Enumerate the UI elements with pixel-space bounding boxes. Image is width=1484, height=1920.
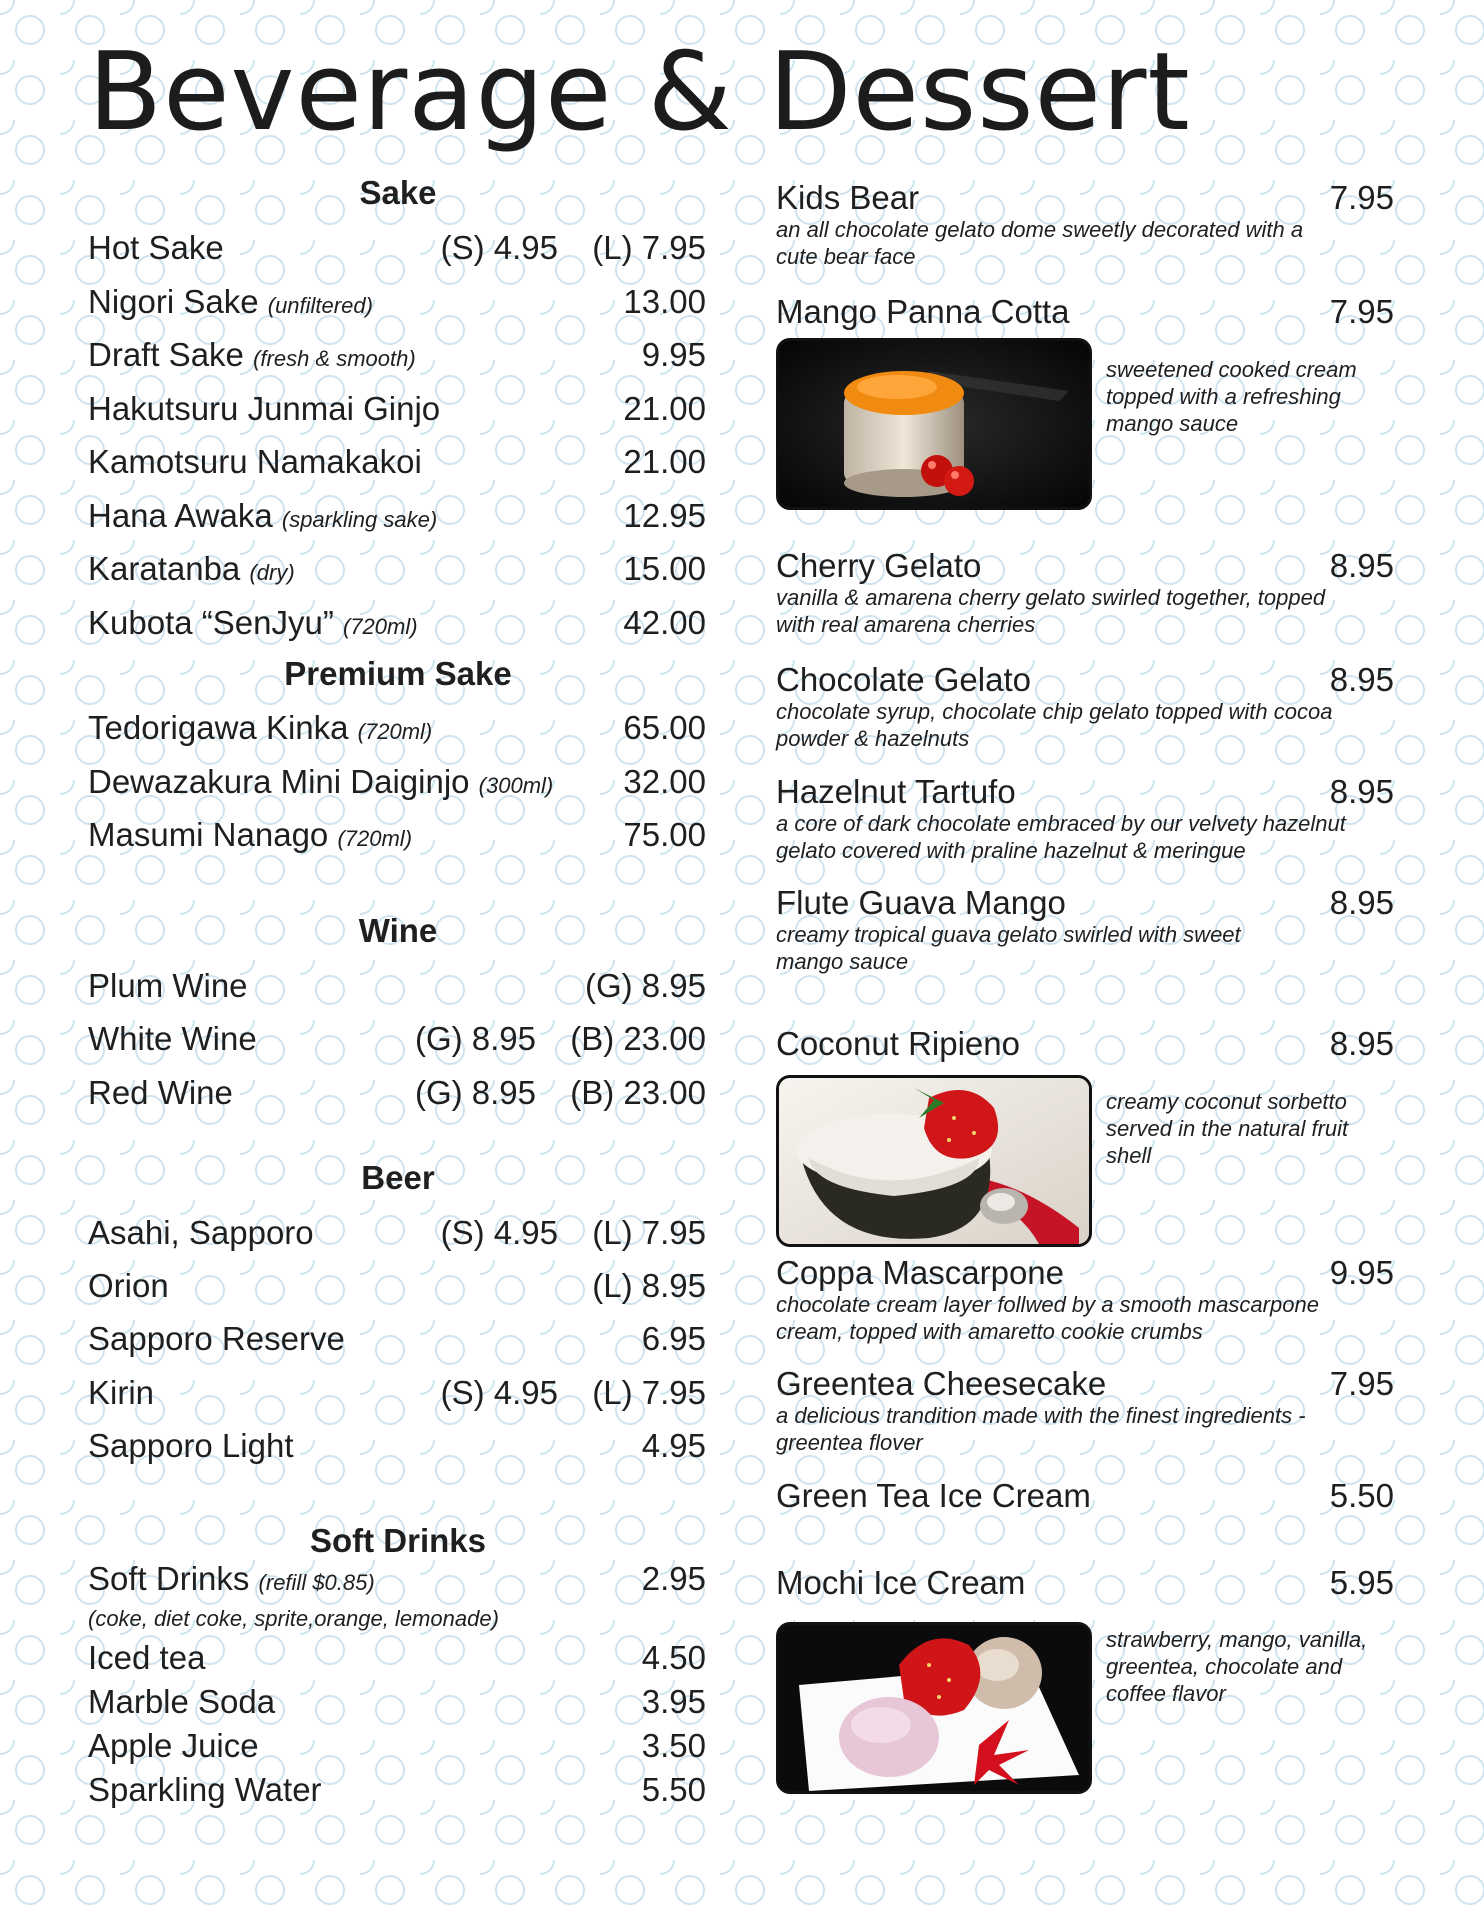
price-large: (L) 7.95 bbox=[592, 1214, 706, 1251]
coconut-ripieno-photo bbox=[776, 1075, 1092, 1247]
dessert-price: 8.95 bbox=[1329, 661, 1394, 698]
item-name: Masumi Nanago bbox=[88, 816, 329, 853]
dessert-name: Mango Panna Cotta bbox=[776, 293, 1070, 330]
price: 5.50 bbox=[641, 1771, 706, 1808]
price: 32.00 bbox=[623, 763, 706, 800]
dessert-price: 7.95 bbox=[1329, 1365, 1394, 1402]
item-note: (sparkling sake) bbox=[281, 507, 438, 532]
sake-heading: Sake bbox=[359, 174, 437, 211]
menu-row bbox=[88, 1264, 706, 1308]
item-name: Sapporo Reserve bbox=[88, 1320, 345, 1357]
price-small: (S) 4.95 bbox=[440, 1214, 558, 1251]
menu-row bbox=[88, 226, 706, 270]
price-small: (S) 4.95 bbox=[440, 1374, 558, 1411]
menu-row bbox=[88, 1017, 706, 1061]
price: 65.00 bbox=[623, 709, 706, 746]
menu-row bbox=[88, 964, 706, 1008]
menu-row bbox=[88, 813, 706, 857]
dessert-description: creamy tropical guava gelato swirled with sweet mango sauce bbox=[776, 922, 1241, 974]
dessert-name: Green Tea Ice Cream bbox=[776, 1477, 1091, 1514]
mochi-ice-cream-photo bbox=[776, 1622, 1092, 1794]
item-note: (720ml) bbox=[337, 826, 413, 851]
item-name: Kubota “SenJyu” bbox=[88, 604, 334, 641]
price: 12.95 bbox=[623, 497, 706, 534]
dessert-description: chocolate cream layer follwed by a smooth mascarpone cream, topped with amaretto cookie crumbs bbox=[776, 1292, 1319, 1344]
dessert-description: vanilla & amarena cherry gelato swirled together, topped with real amarena cherries bbox=[776, 585, 1326, 637]
item-note: (720ml) bbox=[342, 614, 418, 639]
dessert-price: 8.95 bbox=[1329, 1025, 1394, 1062]
dessert-description: creamy coconut sorbetto served in the natural fruit shell bbox=[1106, 1089, 1349, 1168]
dessert-name: Hazelnut Tartufo bbox=[776, 773, 1016, 810]
menu-row bbox=[88, 601, 706, 645]
menu-row bbox=[88, 1071, 706, 1115]
item-note: (refill $0.85) bbox=[258, 1570, 375, 1595]
dessert-name: Coppa Mascarpone bbox=[776, 1254, 1065, 1291]
dessert-description: sweetened cooked cream topped with a refreshing mango sauce bbox=[1106, 357, 1357, 436]
item-name: Hakutsuru Junmai Ginjo bbox=[88, 390, 441, 427]
price-glass: (G) 8.95 bbox=[414, 1074, 536, 1111]
item-name: Iced tea bbox=[88, 1639, 206, 1676]
dessert-item bbox=[776, 178, 1394, 274]
wine-heading: Wine bbox=[358, 912, 438, 949]
dessert-name: Coconut Ripieno bbox=[776, 1025, 1020, 1062]
item-name: Red Wine bbox=[88, 1074, 233, 1111]
dessert-description: an all chocolate gelato dome sweetly decorated with a cute bear face bbox=[776, 217, 1304, 269]
dessert-description: a core of dark chocolate embraced by our velvety hazelnut gelato covered with praline hazelnut & meringue bbox=[776, 811, 1346, 863]
price: 4.50 bbox=[641, 1639, 706, 1676]
dessert-item bbox=[776, 1253, 1394, 1349]
price-bottle: (B) 23.00 bbox=[570, 1020, 706, 1057]
price: 6.95 bbox=[641, 1320, 706, 1357]
beer-heading: Beer bbox=[361, 1159, 435, 1196]
item-name: Hot Sake bbox=[88, 229, 224, 266]
menu-row bbox=[88, 547, 706, 591]
menu-row bbox=[88, 333, 706, 377]
menu-row bbox=[88, 494, 706, 538]
dessert-item bbox=[776, 1563, 1394, 1603]
dessert-name: Mochi Ice Cream bbox=[776, 1564, 1026, 1601]
mango-panna-cotta-photo bbox=[776, 338, 1092, 510]
dessert-price: 9.95 bbox=[1329, 1254, 1394, 1291]
dessert-item bbox=[776, 1024, 1394, 1064]
menu-row bbox=[88, 760, 706, 804]
dessert-name: Kids Bear bbox=[776, 179, 920, 216]
premium-sake-heading: Premium Sake bbox=[284, 655, 512, 692]
soft-drinks-heading: Soft Drinks bbox=[309, 1522, 487, 1559]
item-name: Sapporo Light bbox=[88, 1427, 294, 1464]
price: 21.00 bbox=[623, 443, 706, 480]
dessert-item bbox=[776, 1476, 1394, 1516]
menu-row bbox=[88, 1724, 706, 1768]
item-name: Kamotsuru Namakakoi bbox=[88, 443, 422, 480]
dessert-name: Flute Guava Mango bbox=[776, 884, 1066, 921]
price-bottle: (B) 23.00 bbox=[570, 1074, 706, 1111]
item-name: Sparkling Water bbox=[88, 1771, 322, 1808]
dessert-name: Greentea Cheesecake bbox=[776, 1365, 1107, 1402]
price: 13.00 bbox=[623, 283, 706, 320]
dessert-name: Cherry Gelato bbox=[776, 547, 982, 584]
price: 3.95 bbox=[641, 1683, 706, 1720]
dessert-price: 5.50 bbox=[1329, 1477, 1394, 1514]
price: 3.50 bbox=[641, 1727, 706, 1764]
dessert-item bbox=[776, 292, 1394, 332]
menu-row bbox=[88, 1371, 706, 1415]
price-large: (L) 7.95 bbox=[592, 1374, 706, 1411]
menu-row bbox=[88, 1680, 706, 1724]
price-large: (L) 8.95 bbox=[592, 1267, 706, 1304]
menu-row bbox=[88, 387, 706, 431]
menu-row bbox=[88, 1211, 706, 1255]
item-name: Soft Drinks bbox=[88, 1560, 250, 1597]
item-note: (unfiltered) bbox=[267, 293, 373, 318]
price: 21.00 bbox=[623, 390, 706, 427]
dessert-item bbox=[776, 772, 1394, 868]
menu-row bbox=[88, 1636, 706, 1680]
item-name: Plum Wine bbox=[88, 967, 248, 1004]
menu-row bbox=[88, 440, 706, 484]
dessert-price: 8.95 bbox=[1329, 884, 1394, 921]
soft-drinks-flavors: (coke, diet coke, sprite,orange, lemonade) bbox=[88, 1606, 499, 1631]
menu-row bbox=[88, 1317, 706, 1361]
dessert-price: 7.95 bbox=[1329, 293, 1394, 330]
price-bottle: (G) 8.95 bbox=[584, 967, 706, 1004]
dessert-price: 8.95 bbox=[1329, 773, 1394, 810]
item-name: Asahi, Sapporo bbox=[88, 1214, 314, 1251]
item-note: (dry) bbox=[249, 560, 295, 585]
menu-row bbox=[88, 1557, 706, 1601]
item-name: Kirin bbox=[88, 1374, 155, 1411]
item-name: Hana Awaka bbox=[88, 497, 273, 534]
dessert-item bbox=[776, 660, 1394, 756]
item-note: (fresh & smooth) bbox=[253, 346, 416, 371]
item-name: Nigori Sake bbox=[88, 283, 259, 320]
dessert-item bbox=[776, 546, 1394, 642]
price-small: (S) 4.95 bbox=[440, 229, 558, 266]
dessert-price: 7.95 bbox=[1329, 179, 1394, 216]
price: 42.00 bbox=[623, 604, 706, 641]
item-name: Draft Sake bbox=[88, 336, 244, 373]
dessert-name: Chocolate Gelato bbox=[776, 661, 1031, 698]
dessert-description: chocolate syrup, chocolate chip gelato topped with cocoa powder & hazelnuts bbox=[776, 699, 1333, 751]
item-name: Apple Juice bbox=[88, 1727, 259, 1764]
dessert-item bbox=[776, 1364, 1394, 1460]
dessert-price: 5.95 bbox=[1329, 1564, 1394, 1601]
menu-row bbox=[88, 280, 706, 324]
menu-row bbox=[88, 1768, 706, 1812]
dessert-description: a delicious trandition made with the finest ingredients -greentea flover bbox=[776, 1403, 1306, 1455]
price: 9.95 bbox=[641, 336, 706, 373]
price: 4.95 bbox=[641, 1427, 706, 1464]
item-note: (720ml) bbox=[357, 719, 433, 744]
item-name: Marble Soda bbox=[88, 1683, 276, 1720]
price-large: (L) 7.95 bbox=[592, 229, 706, 266]
item-name: Dewazakura Mini Daiginjo bbox=[88, 763, 470, 800]
item-name: Orion bbox=[88, 1267, 169, 1304]
price: 75.00 bbox=[623, 816, 706, 853]
price-glass: (G) 8.95 bbox=[414, 1020, 536, 1057]
page-title: Beverage & Dessert bbox=[88, 30, 1191, 155]
menu-row bbox=[88, 1424, 706, 1468]
item-name: White Wine bbox=[88, 1020, 257, 1057]
item-name: Karatanba bbox=[88, 550, 241, 587]
dessert-description: strawberry, mango, vanilla, greentea, chocolate and coffee flavor bbox=[1106, 1627, 1368, 1706]
item-note: (300ml) bbox=[478, 773, 554, 798]
menu-row bbox=[88, 706, 706, 750]
dessert-price: 8.95 bbox=[1329, 547, 1394, 584]
price: 2.95 bbox=[641, 1560, 706, 1597]
item-name: Tedorigawa Kinka bbox=[88, 709, 349, 746]
dessert-item bbox=[776, 883, 1394, 979]
price: 15.00 bbox=[623, 550, 706, 587]
